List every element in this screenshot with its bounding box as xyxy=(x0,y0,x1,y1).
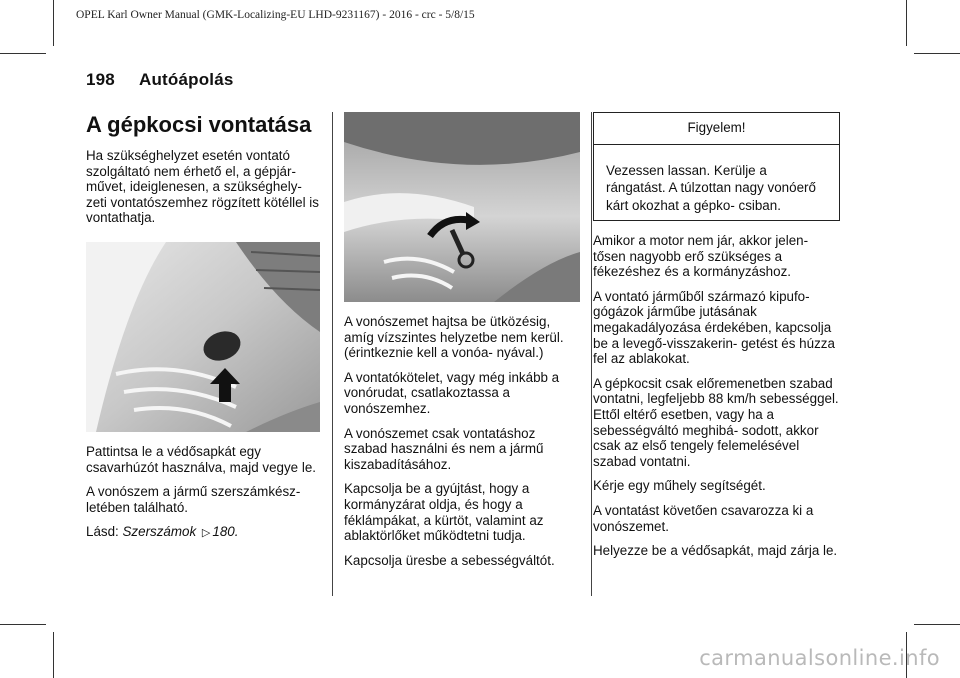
document-header-meta: OPEL Karl Owner Manual (GMK-Localizing-EU LHD-9231167) - 2016 - crc - 5/8/15 xyxy=(76,9,475,21)
crop-mark xyxy=(53,632,54,678)
warning-box xyxy=(593,112,840,221)
paragraph: Amikor a motor nem jár, akkor jelen- tősen nagyobb erő szükséges a fékezéshez és a kormányzáshoz. xyxy=(593,233,809,280)
warning-text: Vezessen lassan. Kerülje a rángatást. A túlzottan nagy vonóerő kárt okozhat a gépko- csiban. xyxy=(606,162,816,213)
crop-mark xyxy=(0,624,46,625)
warning-title: Figyelem! xyxy=(594,113,839,145)
warning-body xyxy=(594,154,839,221)
column-2 xyxy=(344,112,580,577)
figure-protective-cap xyxy=(86,242,320,432)
page-header xyxy=(86,70,234,90)
paragraph: Kérje egy műhely segítségét. xyxy=(593,478,766,494)
reference-link[interactable]: Szerszámok xyxy=(122,524,197,540)
paragraph: Pattintsa le a védősapkát egy csavarhúzót használva, majd vegye le. xyxy=(86,443,316,475)
reference-prefix: Lásd: xyxy=(86,524,119,540)
crop-mark xyxy=(914,53,960,54)
crop-mark xyxy=(0,53,46,54)
reference-paragraph xyxy=(86,524,320,542)
paragraph: A gépkocsit csak előremenetben szabad vontatni, legfeljebb 88 km/h sebességgel. Ettől eltérő esetben, vagy ha a sebességváltó meghibá- sodott, akkor csak az első tengely felemelésével szabad vontatni. xyxy=(593,375,839,469)
section-name: Autóápolás xyxy=(138,70,234,89)
paragraph: Kapcsolja üresbe a sebességváltót. xyxy=(344,552,555,568)
reference-suffix: . xyxy=(234,524,239,540)
watermark: carmanualsonline.info xyxy=(699,646,940,670)
paragraph: Kapcsolja be a gyújtást, hogy a kormányzárat oldja, és hogy a féklámpákat, a kürtöt, valamint az ablaktörlőket működtetni tudja. xyxy=(344,481,544,544)
paragraph: A vonószemet csak vontatáshoz szabad használni és nem a jármű kiszabadításához. xyxy=(344,425,544,472)
column-1 xyxy=(86,112,320,551)
page-number: 198 xyxy=(86,70,115,89)
paragraph: A vonószemet hajtsa be ütközésig, amíg vízszintes helyzetbe nem kerül. (érintkeznie kell a vonóa- nyával.) xyxy=(344,314,564,361)
paragraph: A vonószem a jármű szerszámkész- letében található. xyxy=(86,484,301,515)
crop-mark xyxy=(906,0,907,46)
page-reference-icon: ▷ xyxy=(201,527,211,540)
column-divider xyxy=(591,112,592,596)
paragraph: A vontatókötelet, vagy még inkább a vonórudat, csatlakoztassa a vonószemhez. xyxy=(344,369,560,416)
column-3 xyxy=(593,112,840,568)
section-title: A gépkocsi vontatása xyxy=(86,112,312,137)
crop-mark xyxy=(914,624,960,625)
intro-paragraph: Ha szükséghelyzet esetén vontató szolgáltató nem érhető el, a gépjár- művet, ideiglenesen, a szükséghely- zeti vontatószemhez rögzített kötéllel is vontathatja. xyxy=(86,148,319,226)
column-divider xyxy=(332,112,333,596)
figure-towing-eye xyxy=(344,112,580,302)
paragraph: A vontatást követően csavarozza ki a vonószemet. xyxy=(593,503,814,534)
paragraph: Helyezze be a védősapkát, majd zárja le. xyxy=(593,543,838,559)
crop-mark xyxy=(53,0,54,46)
paragraph: A vontató járműből származó kipufo- gógázok járműbe jutásának megakadályozása érdekében, kapcsolja be a levegő-visszakerin- getést és húzza fel az ablakokat. xyxy=(593,288,835,367)
reference-page[interactable]: 180 xyxy=(212,524,235,540)
